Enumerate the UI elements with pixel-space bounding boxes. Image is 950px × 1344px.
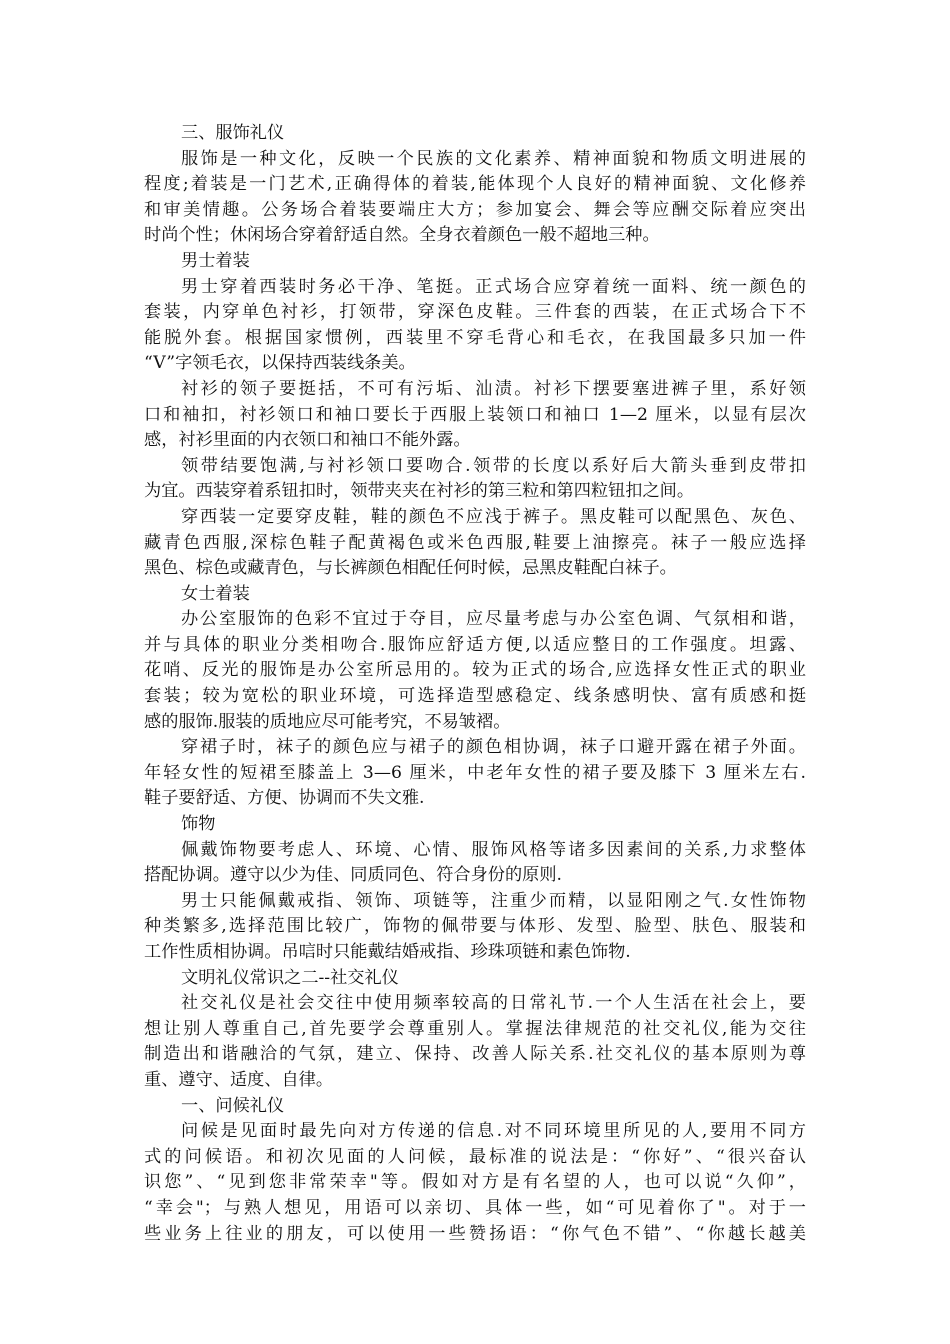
text-line: 问候是见面时最先向对方传递的信息.对不同环境里所见的人,要用不同方 <box>181 1121 806 1142</box>
text-line: 佩戴饰物要考虑人、环境、心情、服饰风格等诸多因素间的关系,力求整体 <box>181 839 806 860</box>
text-line: 口和袖扣，衬衫领口和袖口要长于西服上装领口和袖口 1—2 厘米，以显有层次 <box>144 404 806 425</box>
text-line: 识您”、“见到您非常荣幸"等。假如对方是有名望的人，也可以说“久仰”， <box>144 1172 806 1193</box>
text-line: 工作性质相协调。吊唁时只能戴结婚戒指、珍珠项链和素色饰物. <box>144 942 631 962</box>
text-line: 程度;着装是一门艺术,正确得体的着装,能体现个人良好的精神面貌、文化修养 <box>144 174 806 195</box>
text-line: 时尚个性；休闲场合穿着舒适自然。全身衣着颜色一般不超地三种。 <box>144 225 660 246</box>
text-line: 感的服饰.服装的质地应尽可能考究，不易皱褶。 <box>144 711 511 732</box>
text-line: 文明礼仪常识之二--社交礼仪 <box>181 967 399 988</box>
text-line: 三、服饰礼仪 <box>181 123 285 143</box>
text-line: 为宜。西装穿着系钮扣时，领带夹夹在衬衫的第三粒和第四粒钮扣之间。 <box>144 481 695 502</box>
text-line: 社交礼仪是社会交往中使用频率较高的日常礼节.一个人生活在社会上，要 <box>181 993 806 1014</box>
text-line: 穿西装一定要穿皮鞋，鞋的颜色不应浅于裤子。黑皮鞋可以配黑色、灰色、 <box>181 506 806 527</box>
text-line: 藏青色西服,深棕色鞋子配黄褐色或米色西服,鞋要上油擦亮。袜子一般应选择 <box>144 532 806 553</box>
text-line: 男士穿着西装时务必干净、笔挺。正式场合应穿着统一面料、统一颜色的 <box>181 276 806 297</box>
text-line: 一、问候礼仪 <box>181 1095 285 1116</box>
text-line: 和审美情趣。公务场合着装要端庄大方；参加宴会、舞会等应酬交际着应突出 <box>144 199 806 220</box>
text-line: “幸会"；与熟人想见，用语可以亲切、具体一些，如“可见着你了"。对于一 <box>144 1197 806 1218</box>
text-line: 式的问候语。和初次见面的人问候，最标准的说法是：“你好”、“很兴奋认 <box>144 1146 806 1167</box>
text-line: 饰物 <box>181 814 216 835</box>
text-line: 领带结要饱满,与衬衫领口要吻合.领带的长度以系好后大箭头垂到皮带扣 <box>181 455 806 476</box>
text-line: 重、遵守、适度、自律。 <box>144 1069 334 1090</box>
text-line: 鞋子要舒适、方便、协调而不失文雅. <box>144 788 425 809</box>
text-line: 男士着装 <box>181 250 250 271</box>
text-line: 男士只能佩戴戒指、领饰、项链等，注重少而精，以显阳刚之气.女性饰物 <box>181 890 806 911</box>
text-line: 服饰是一种文化，反映一个民族的文化素养、精神面貌和物质文明进展的 <box>181 148 806 169</box>
text-line: 能脱外套。根据国家惯例，西装里不穿毛背心和毛衣，在我国最多只加一件 <box>144 327 806 348</box>
text-line: 些业务上往业的朋友，可以使用一些赞扬语：“你气色不错”、“你越长越美 <box>144 1223 806 1244</box>
text-line: 女士着装 <box>181 583 250 604</box>
text-line: 花哨、反光的服饰是办公室所忌用的。较为正式的场合,应选择女性正式的职业 <box>144 660 806 681</box>
text-line: 衬衫的领子要挺括，不可有污垢、汕渍。衬衫下摆要塞进裤子里，系好领 <box>181 378 806 399</box>
text-line: 办公室服饰的色彩不宜过于夺目，应尽量考虑与办公室色调、气氛相和谐， <box>181 609 806 630</box>
text-line: 穿裙子时，袜子的颜色应与裙子的颜色相协调，袜子口避开露在裙子外面。 <box>181 737 806 758</box>
text-line: 制造出和谐融洽的气氛，建立、保持、改善人际关系.社交礼仪的基本原则为尊 <box>144 1044 806 1065</box>
text-line: 年轻女性的短裙至膝盖上 3—6 厘米，中老年女性的裙子要及膝下 3 厘米左右. <box>144 762 806 783</box>
text-line: 种类繁多,选择范围比较广，饰物的佩带要与体形、发型、脸型、肤色、服装和 <box>144 916 806 937</box>
text-line: 并与具体的职业分类相吻合.服饰应舒适方便,以适应整日的工作强度。坦露、 <box>144 634 806 655</box>
text-line: 套装，内穿单色衬衫，打领带，穿深色皮鞋。三件套的西装，在正式场合下不 <box>144 302 806 323</box>
text-line: 黑色、棕色或藏青色，与长裤颜色相配任何时候，忌黑皮鞋配白袜子。 <box>144 558 677 579</box>
text-line: 套装；较为宽松的职业环境，可选择造型感稳定、线条感明快、富有质感和挺 <box>144 686 806 707</box>
text-line: 想让别人尊重自己,首先要学会尊重别人。掌握法律规范的社交礼仪,能为交往 <box>144 1018 806 1039</box>
document-body <box>144 121 806 1247</box>
text-line: 搭配协调。遵守以少为佳、同质同色、符合身份的原则. <box>144 865 562 886</box>
text-line: “V”字领毛衣，以保持西装线条美。 <box>144 353 416 374</box>
text-line: 感，衬衫里面的内衣领口和袖口不能外露。 <box>144 430 471 451</box>
